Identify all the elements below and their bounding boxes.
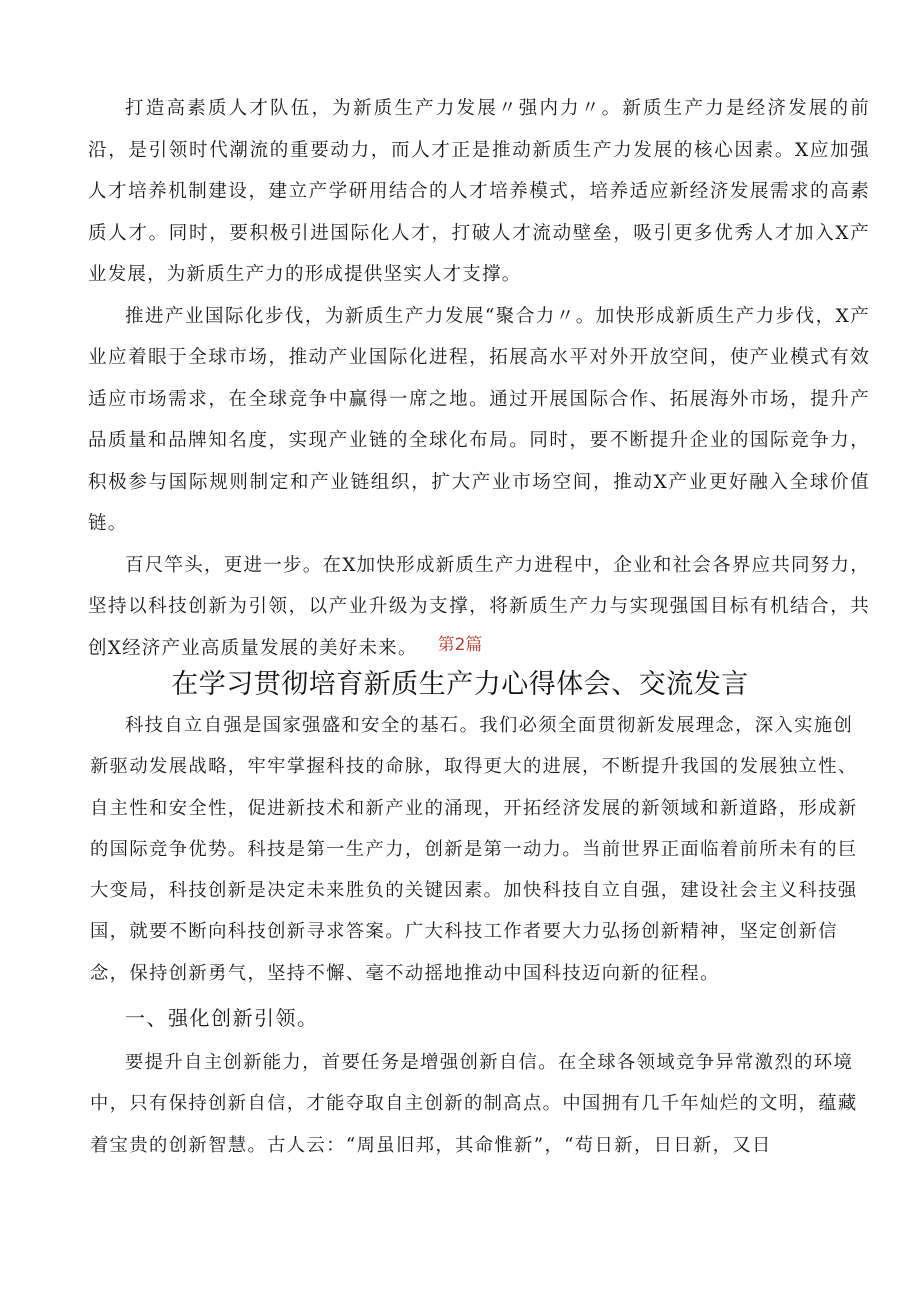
section-label: 第2篇 [437, 635, 483, 655]
section-1-body [0, 88, 920, 669]
paragraph-internationalization: 推进产业国际化步伐，为新质生产力发展“聚合力〃。加快形成新质生产力步伐，X产业应着眼于全球市场，推动产业国际化进程，拓展高水平对外开放空间，使产业模式有效适应市场需求，在全球竞争中赢得一席之地。通过开展国际合作、拓展海外市场，提升产品质量和品牌知名度，实现产业链的全球化布局。同时，要不断提升企业的国际竞争力，积极参与国际规则制定和产业链组织，扩大产业市场空间，推动X产业更好融入全球价值链。 [88, 305, 870, 534]
article-title: 在学习贯彻培育新质生产力心得体会、交流发言 [171, 669, 749, 700]
paragraph-talent: 打造高素质人才队伍，为新质生产力发展〃强内力〃。新质生产力是经济发展的前沿，是引领时代潮流的重要动力，而人才正是推动新质生产力发展的核心因素。X应加强人才培养机制建设，建立产学研用结合的人才培养模式，培养适应新经济发展需求的高素质人才。同时，要积极引进国际化人才，打破人才流动壁垒，吸引更多优秀人才加入X产业发展，为新质生产力的形成提供坚实人才支撑。 [88, 98, 870, 285]
paragraph-innovation-confidence: 要提升自主创新能力，首要任务是增强创新自信。在全球各领域竞争异常激烈的环境中，只有保持创新自信，才能夺取自主创新的制高点。中国拥有几千年灿烂的文明，蕴藏着宝贵的创新智慧。古人云：“周虽旧邦，其命惟新”，“苟日新，日日新，又日 [90, 1052, 858, 1156]
section-2-body [0, 705, 920, 1166]
sub-heading-innovation: 一、强化创新引领。 [125, 1006, 319, 1031]
paragraph-tech-self-reliance: 科技自立自强是国家强盛和安全的基石。我们必须全面贯彻新发展理念，深入实施创新驱动发展战略，牢牢掌握科技的命脉，取得更大的进展，不断提升我国的发展独立性、自主性和安全性，促进新技术和新产业的涌现，开拓经济发展的新领域和新道路，形成新的国际竞争优势。科技是第一生产力，创新是第一动力。当前世界正面临着前所未有的巨大变局，科技创新是决定未来胜负的关键因素。加快科技自立自强，建设社会主义科技强国，就要不断向科技创新寻求答案。广大科技工作者要大力弘扬创新精神，坚定创新信念，保持创新勇气，坚持不懈、毫不动摇地推动中国科技迈向新的征程。 [90, 715, 858, 984]
paragraph-conclusion: 百尺竿头，更进一步。在X加快形成新质生产力进程中，企业和社会各界应共同努力，坚持以科技创新为引领，以产业升级为支撑，将新质生产力与实现强国目标有机结合，共创X经济产业高质量发展的美好未来。 [88, 554, 870, 659]
